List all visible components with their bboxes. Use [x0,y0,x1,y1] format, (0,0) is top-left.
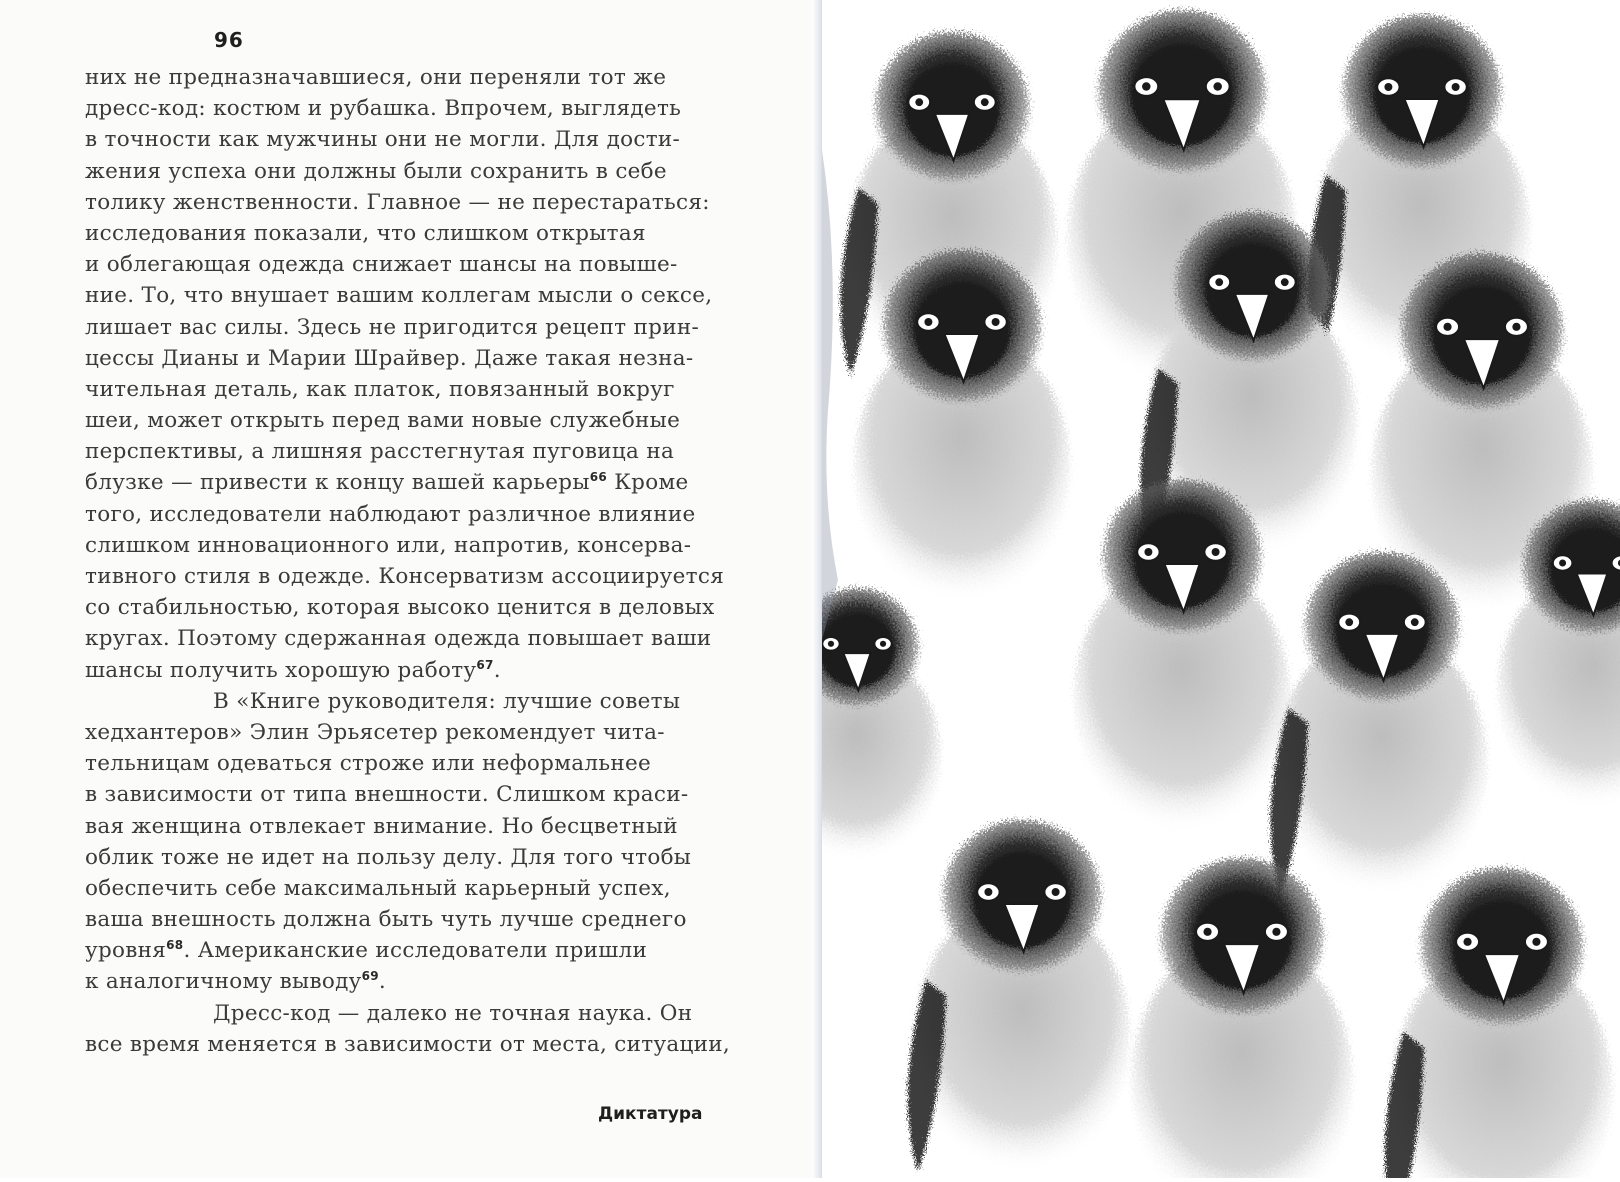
text-line: со стабильностью, которая высоко ценится в деловых [85,592,710,623]
text-line-with-footnote [85,935,710,966]
bird-pupil [984,888,992,896]
text-segment: уровня [85,938,166,963]
text-segment: блузке — привести к концу вашей карьеры [85,470,590,495]
text-segment: . [379,969,386,994]
text-line: дресс-код: костюм и рубашка. Впрочем, выглядеть [85,93,710,124]
bird-pupil [1144,548,1152,556]
body-text [85,62,710,1060]
bird-pupil [915,98,923,106]
bird-layer [822,10,1620,1178]
bird-pupil [992,318,1000,326]
bird-pupil [1345,618,1353,626]
page-number: 96 [214,28,244,52]
text-line: толику женственности. Главное — не перестараться: [85,187,710,218]
text-line: облик тоже не идет на пользу делу. Для того чтобы [85,842,710,873]
bird-pupil [1213,82,1222,91]
footnote-ref-66[interactable]: 66 [590,470,607,484]
text-line: все время меняется в зависимости от места, ситуации, [85,1029,710,1060]
text-line: лишает вас силы. Здесь не пригодится рецепт прин- [85,312,710,343]
text-line: слишком инновационного или, напротив, консерва- [85,530,710,561]
text-line: и облегающая одежда снижает шансы на повыше- [85,249,710,280]
text-segment: . Американские исследователи пришли [183,938,647,963]
text-line: чительная деталь, как платок, повязанный вокруг [85,374,710,405]
text-segment: к аналогичному выводу [85,969,362,994]
text-line: хедхантеров» Элин Эрьясетер рекомендует чита- [85,717,710,748]
text-line: Дресс-код — далеко не точная наука. Он [85,998,710,1029]
footnote-ref-68[interactable]: 68 [166,938,183,952]
bird-flock-illustration [822,0,1620,1178]
footnote-ref-67[interactable]: 67 [476,658,493,672]
text-segment: Кроме [607,470,688,495]
text-line: перспективы, а лишняя расстегнутая пуговица на [85,436,710,467]
text-line: ваша внешность должна быть чуть лучше среднего [85,904,710,935]
text-segment: шансы получить хорошую работу [85,658,476,683]
bird-pupil [1411,618,1419,626]
text-line: ние. То, что внушает вашим коллегам мысли о сексе, [85,280,710,311]
bird-pupil [1212,548,1220,556]
bird-pupil [924,318,932,326]
bird-pupil [1452,83,1460,91]
text-line: тельницам одеваться строже или неформальнее [85,748,710,779]
text-line: жения успеха они должны были сохранить в себе [85,156,710,187]
text-line-with-footnote [85,467,710,498]
bird-pupil [1281,278,1289,286]
text-line: в зависимости от типа внешности. Слишком краси- [85,779,710,810]
bird-pupil [1443,323,1451,331]
left-page [0,0,812,1178]
text-line: обеспечить себе максимальный карьерный успех, [85,873,710,904]
bird-pupil [1142,82,1151,91]
running-footer: Диктатура [598,1104,703,1124]
text-line: шеи, может открыть перед вами новые служебные [85,405,710,436]
text-line-with-footnote: шансы получить хорошую работу$^{67}$. [85,655,710,686]
text-line: них не предназначавшиеся, они переняли тот же [85,62,710,93]
text-line: вая женщина отвлекает внимание. Но бесцветный [85,811,710,842]
text-line: того, исследователи наблюдают различное влияние [85,499,710,530]
footnote-ref-69[interactable]: 69 [362,969,379,983]
bird-pupil [1463,938,1471,946]
bird-pupil [1215,278,1223,286]
text-line: В «Книге руководителя: лучшие советы [85,686,710,717]
text-line: тивного стиля в одежде. Консерватизм ассоциируется [85,561,710,592]
text-line: кругах. Поэтому сдержанная одежда повышает ваши [85,623,710,654]
bird-flock-drawing [822,0,1620,1178]
bird-pupil [828,641,834,647]
text-line-with-footnote [85,966,710,997]
text-line: исследования показали, что слишком открытая [85,218,710,249]
bird-pupil [1052,888,1060,896]
bird-pupil [981,98,989,106]
text-line: в точности как мужчины они не могли. Для дости- [85,124,710,155]
bird-pupil [1532,938,1540,946]
bird-pupil [1384,83,1392,91]
bird-pupil [1272,928,1280,936]
bird-pupil [880,641,886,647]
text-line: цессы Дианы и Марии Шрайвер. Даже такая незна- [85,343,710,374]
bird-pupil [1203,928,1211,936]
bird-pupil [1559,560,1566,567]
bird-pupil [1512,323,1520,331]
